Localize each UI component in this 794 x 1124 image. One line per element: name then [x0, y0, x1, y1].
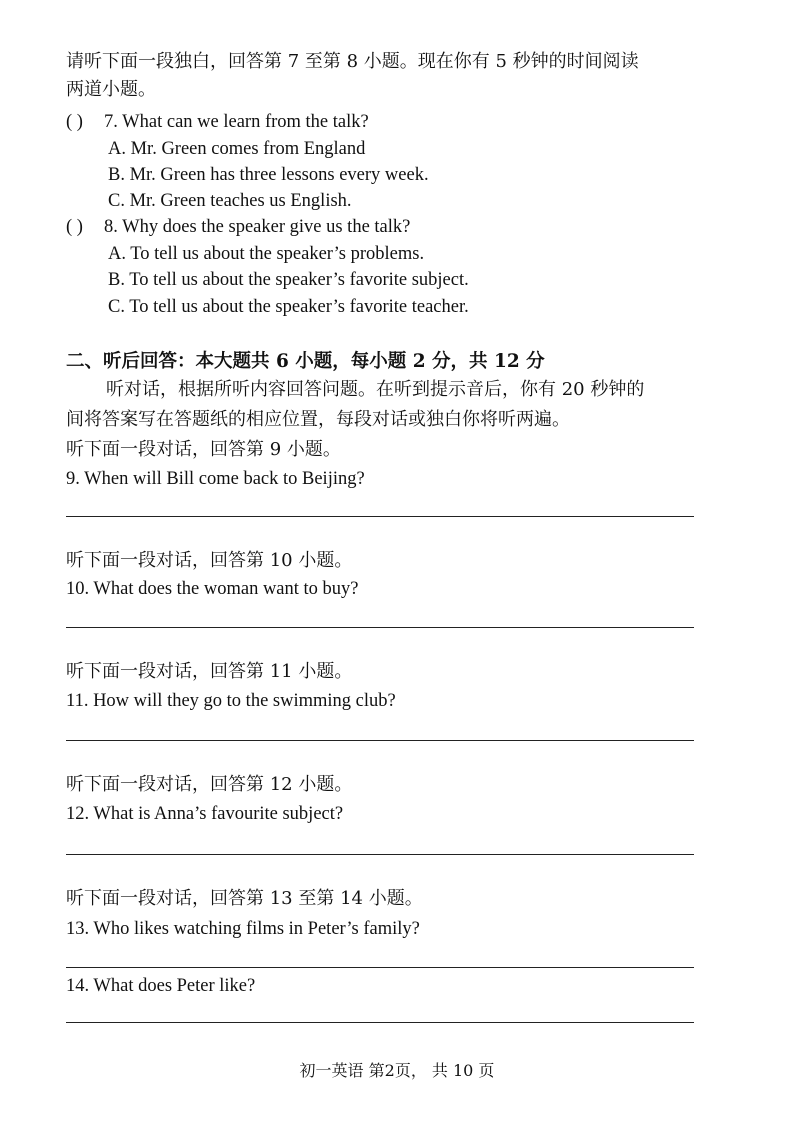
answer-paren-7[interactable]: ( ) [66, 112, 83, 132]
question-14: 14. What does Peter like? [66, 976, 256, 996]
q8-option-b: B. To tell us about the speaker’s favorite subject. [108, 270, 469, 290]
answer-line-11[interactable] [66, 740, 694, 741]
page-footer: 初一英语 第2页， 共 10 页 [299, 1061, 495, 1080]
q10-prompt: 听下面一段对话，回答第 10 小题。 [66, 550, 353, 571]
question-11: 11. How will they go to the swimming club? [66, 691, 396, 711]
question-13: 13. Who likes watching films in Peter’s family? [66, 919, 420, 939]
q12-prompt: 听下面一段对话，回答第 12 小题。 [66, 774, 353, 795]
question-8-stem: 8. Why does the speaker give us the talk? [104, 217, 411, 237]
section-2-heading: 二、听后回答：本大题共 6 小题，每小题 2 分，共 12 分 [66, 351, 545, 372]
q8-option-c: C. To tell us about the speaker’s favorite teacher. [108, 297, 469, 317]
intro-7-8-line2: 两道小题。 [66, 79, 156, 100]
q11-prompt: 听下面一段对话，回答第 11 小题。 [66, 661, 353, 682]
section-2-instruction-line1: 听对话，根据所听内容回答问题。在听到提示音后，你有 20 秒钟的 [106, 379, 645, 400]
answer-line-10[interactable] [66, 627, 694, 628]
answer-line-9[interactable] [66, 516, 694, 517]
q13-prompt: 听下面一段对话，回答第 13 至第 14 小题。 [66, 888, 423, 909]
question-9: 9. When will Bill come back to Beijing? [66, 469, 365, 489]
question-12: 12. What is Anna’s favourite subject? [66, 804, 344, 824]
question-7-stem: 7. What can we learn from the talk? [104, 112, 369, 132]
q7-option-c: C. Mr. Green teaches us English. [108, 191, 352, 211]
q7-option-b: B. Mr. Green has three lessons every week. [108, 165, 429, 185]
question-7 [66, 110, 369, 134]
question-8 [66, 215, 410, 239]
answer-paren-8[interactable]: ( ) [66, 217, 83, 237]
question-10: 10. What does the woman want to buy? [66, 579, 359, 599]
q9-prompt: 听下面一段对话，回答第 9 小题。 [66, 439, 341, 460]
answer-line-12[interactable] [66, 854, 694, 855]
q7-option-a: A. Mr. Green comes from England [108, 139, 366, 159]
intro-7-8-line1: 请听下面一段独白，回答第 7 至第 8 小题。现在你有 5 秒钟的时间阅读 [66, 51, 639, 72]
section-2-instruction-line2: 间将答案写在答题纸的相应位置，每段对话或独白你将听两遍。 [66, 409, 570, 430]
answer-line-13[interactable] [66, 967, 694, 968]
answer-line-14[interactable] [66, 1022, 694, 1023]
q8-option-a: A. To tell us about the speaker’s problems. [108, 244, 425, 264]
